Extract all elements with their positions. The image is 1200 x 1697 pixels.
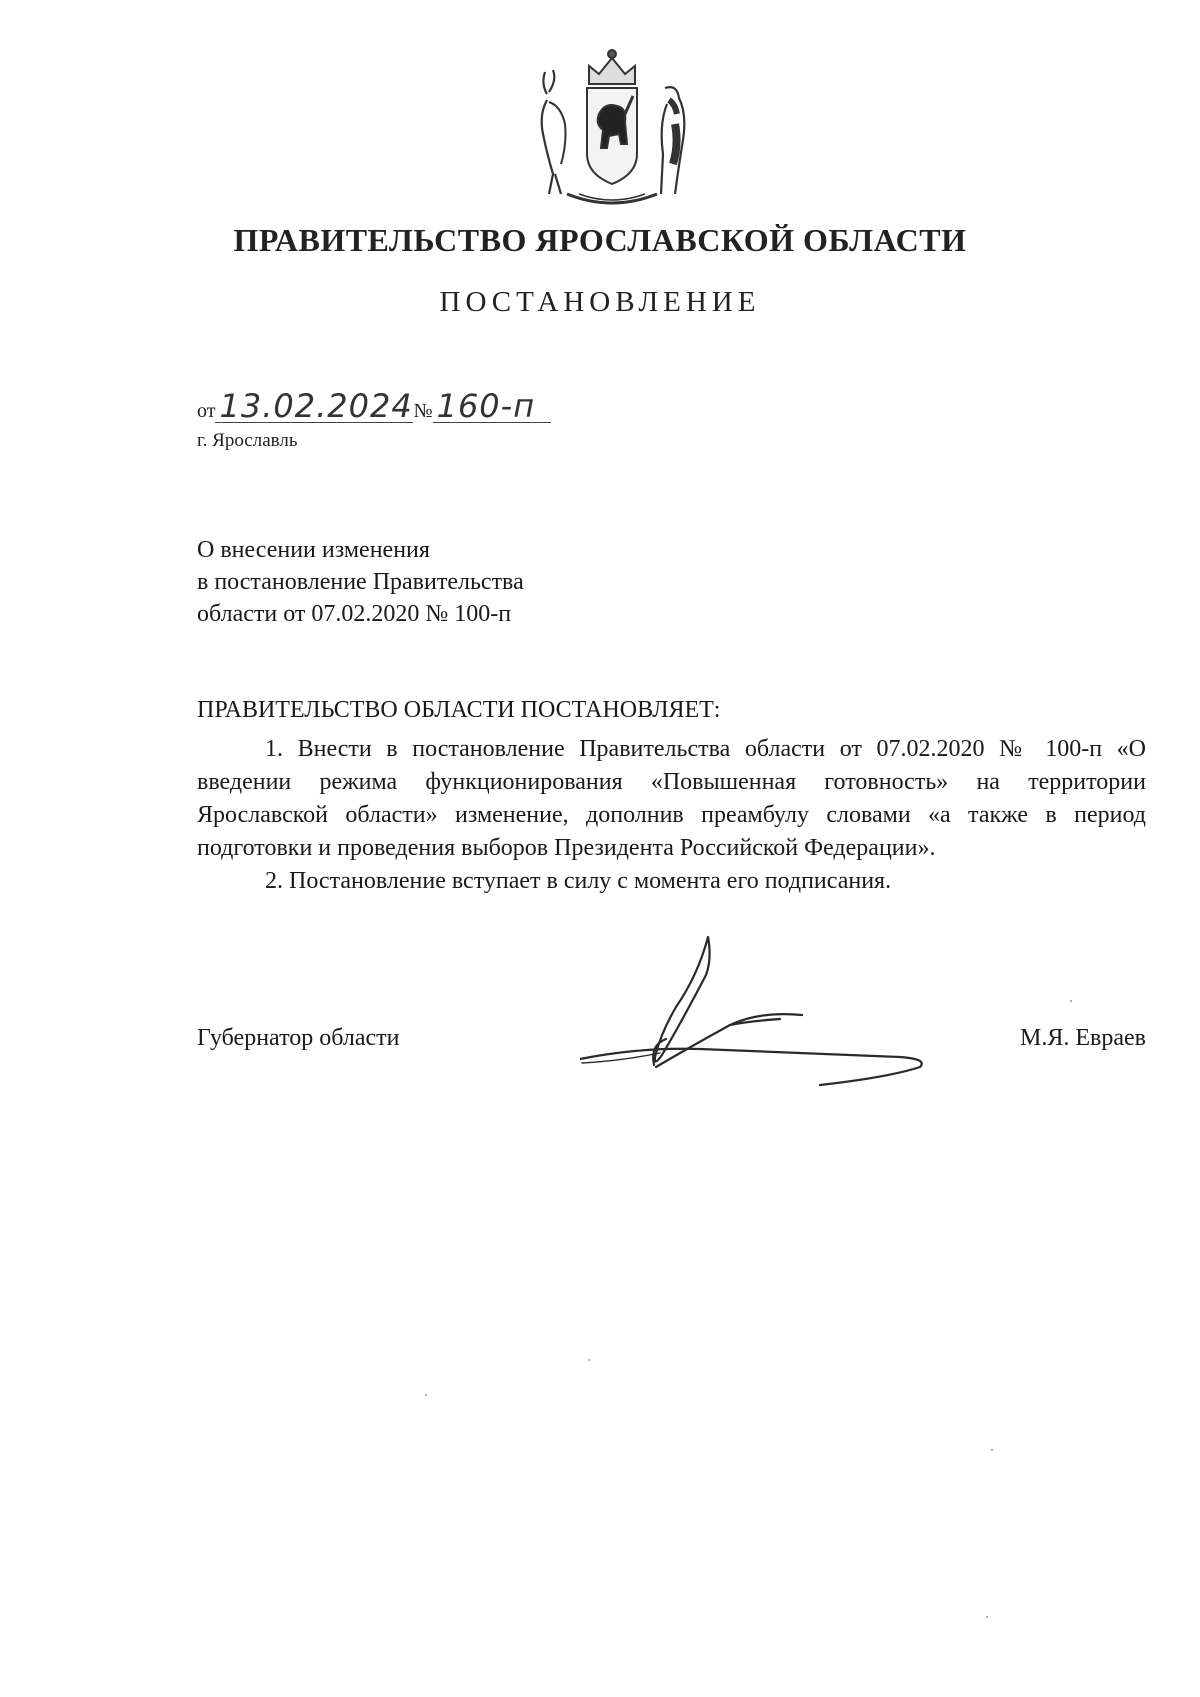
subject-line: в постановление Правительства: [197, 569, 524, 595]
document-date: 13.02.2024: [215, 390, 413, 423]
body-paragraph-2: 2. Постановление вступает в силу с момента его подписания.: [265, 868, 892, 894]
subject-line: области от 07.02.2020 № 100-п: [197, 601, 512, 627]
scan-speck: [1070, 1000, 1072, 1002]
scan-speck: [425, 1394, 427, 1396]
scan-speck: [991, 1449, 993, 1451]
scan-speck: [588, 1359, 590, 1361]
document-city: г. Ярославль: [197, 430, 298, 451]
signatory-name: М.Я. Евраев: [1020, 1025, 1146, 1051]
date-label: от: [197, 400, 216, 422]
document-number: 160-п: [433, 390, 551, 423]
document-subject: [197, 534, 524, 630]
dateline: [197, 387, 551, 425]
organization-title: ПРАВИТЕЛЬСТВО ЯРОСЛАВСКОЙ ОБЛАСТИ: [233, 222, 967, 258]
body-paragraph-1: 1. Внести в постановление Правительства области от 07.02.2020 № 100-п «О введении режима функционирования «Повышенная готовность» на территории Ярославской области» изменение, дополнив преамбулу словами «а также в период подготовки и проведения выборов Президента Российской Федерации».: [197, 736, 1146, 861]
subject-line: О внесении изменения: [197, 537, 430, 563]
number-label: №: [413, 400, 433, 422]
resolve-heading: ПРАВИТЕЛЬСТВО ОБЛАСТИ ПОСТАНОВЛЯЕТ:: [197, 697, 721, 723]
signatory-position: Губернатор области: [197, 1025, 400, 1051]
scan-speck: [986, 1616, 988, 1618]
document-body: [197, 733, 1146, 898]
coat-of-arms-icon: [527, 44, 697, 214]
handwritten-signature: [580, 935, 960, 1105]
document-type: ПОСТАНОВЛЕНИЕ: [439, 286, 761, 318]
